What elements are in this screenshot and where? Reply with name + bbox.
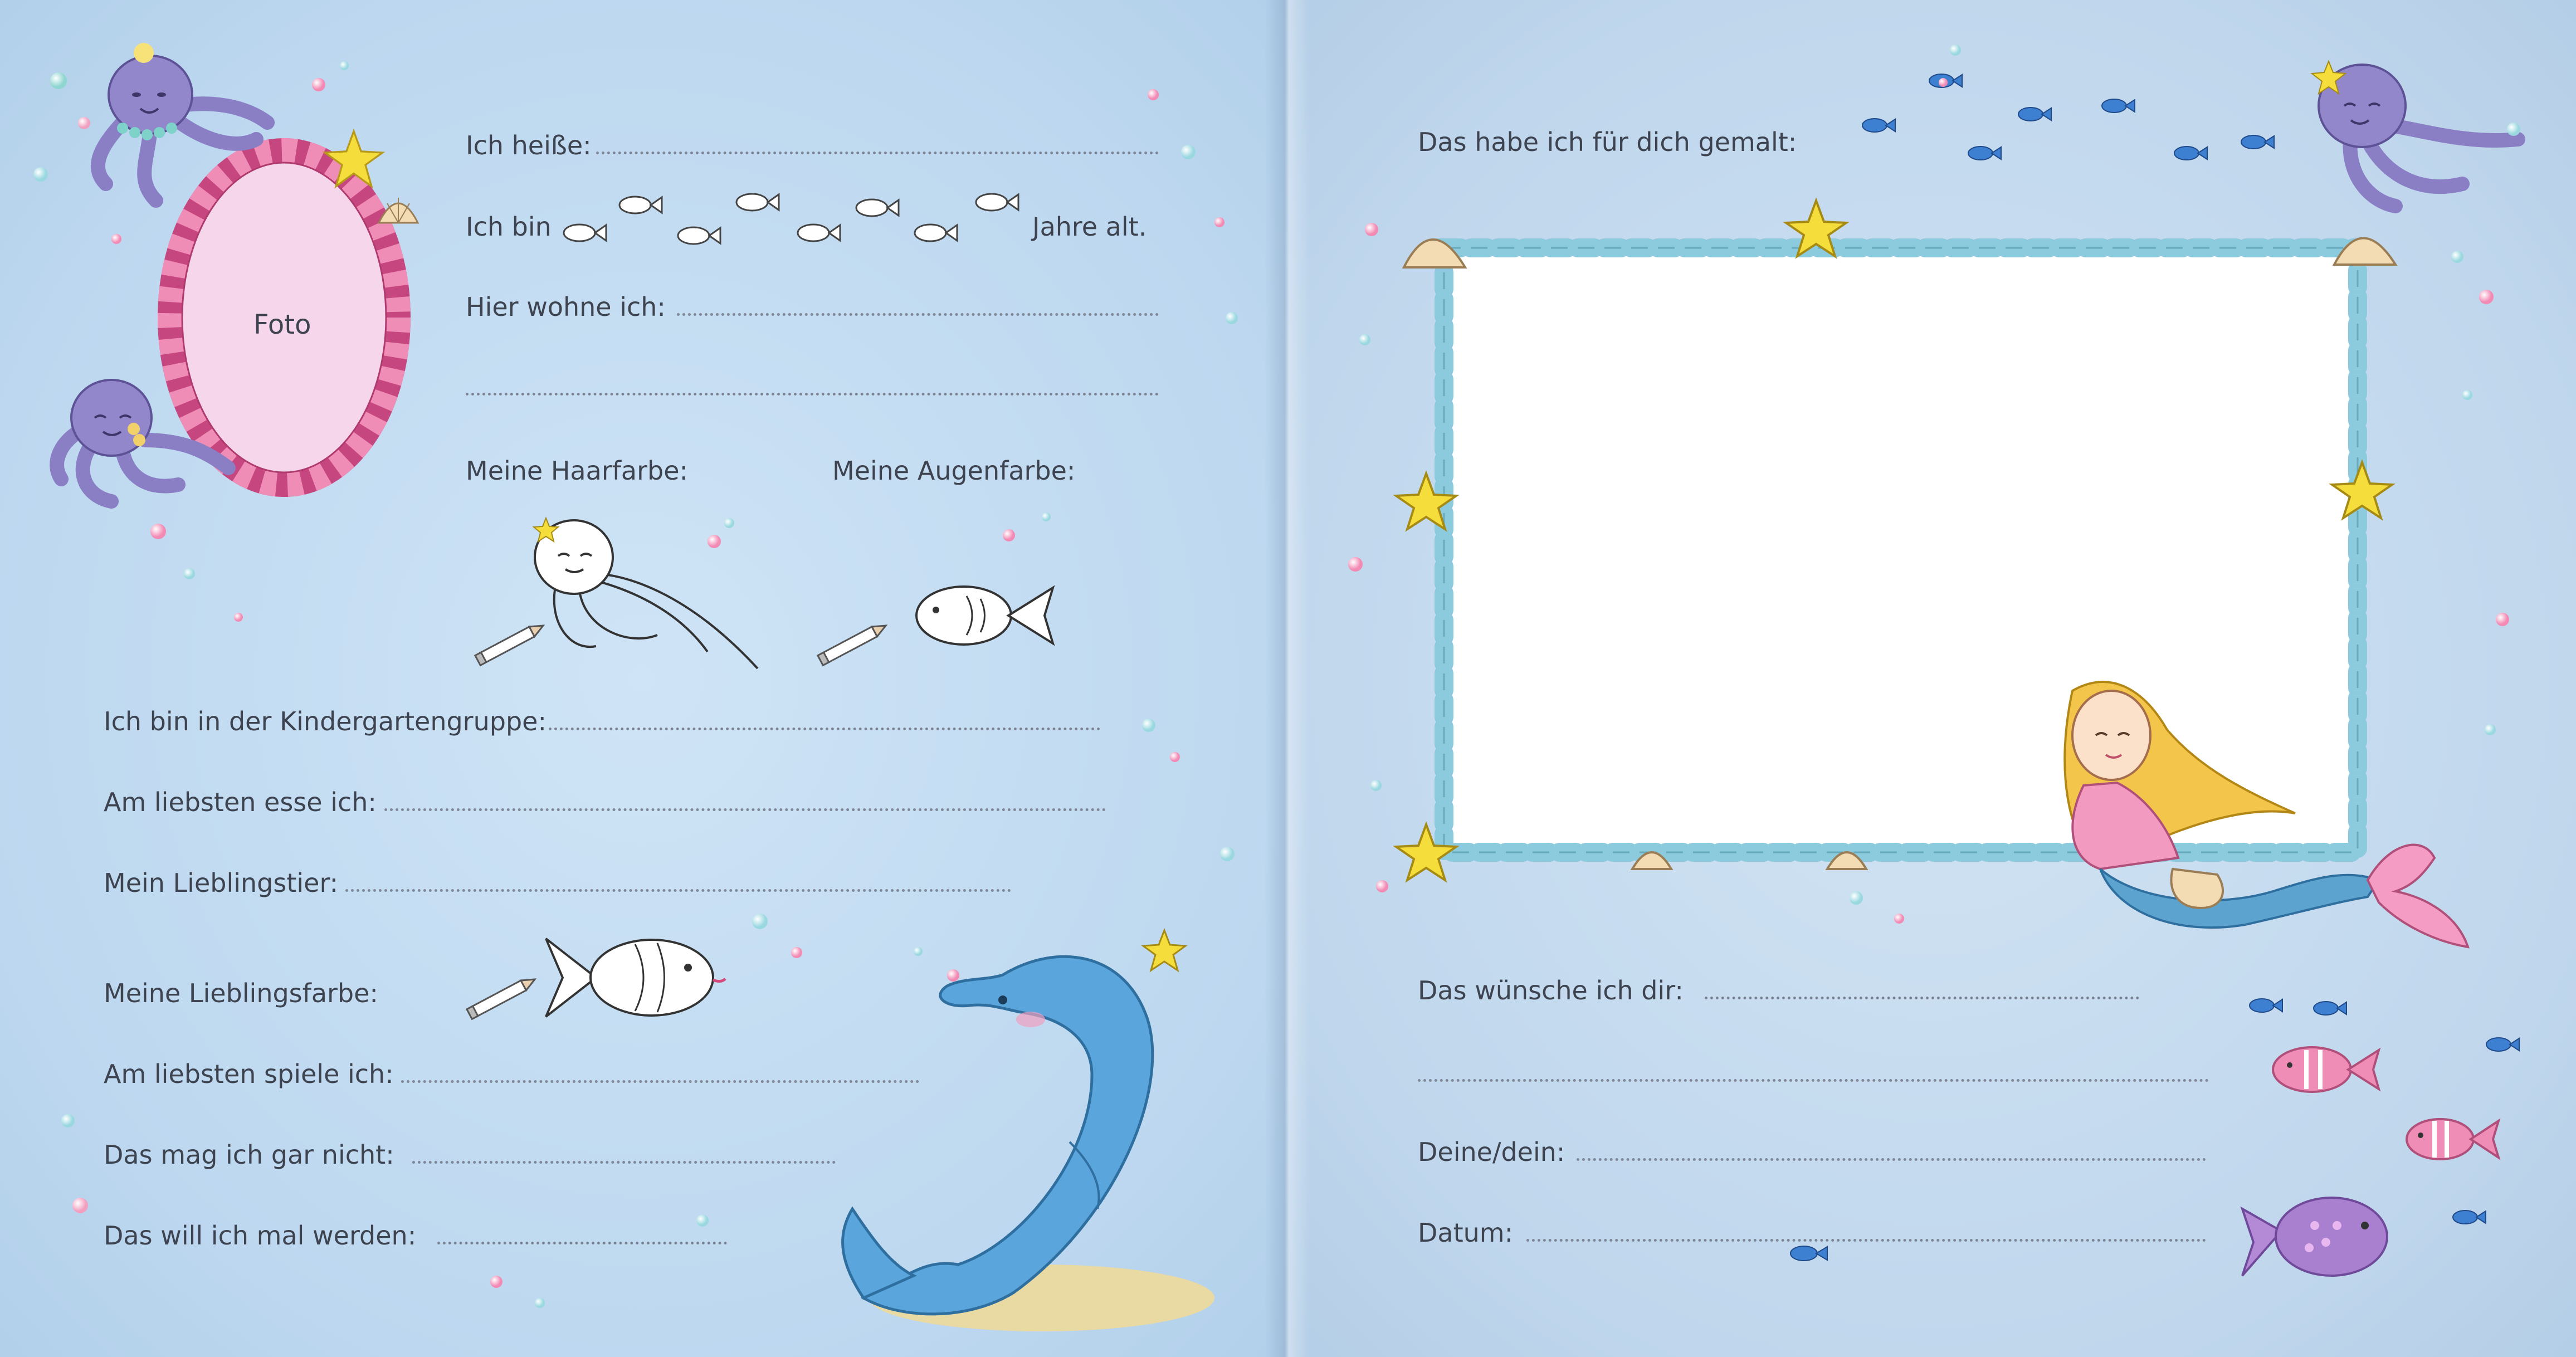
bubble-icon <box>1376 880 1388 892</box>
bubble-icon <box>490 1276 502 1288</box>
bubble-icon <box>2507 123 2520 136</box>
fish-icon <box>1788 1242 1833 1265</box>
bubble-icon <box>1226 312 1238 324</box>
bubble-icon <box>724 518 734 528</box>
career-line[interactable] <box>437 1242 727 1244</box>
bubble-icon <box>1359 334 1370 345</box>
age-suffix-label: Jahre alt. <box>1032 212 1147 242</box>
hair-color-label: Meine Haarfarbe: <box>466 456 689 486</box>
bubble-icon <box>1142 719 1155 732</box>
bubble-icon <box>1003 529 1015 541</box>
starfish-icon <box>323 128 384 189</box>
bubble-icon <box>150 524 166 539</box>
bubble-icon <box>1939 78 1948 87</box>
pencil-icon <box>471 621 549 666</box>
bubble-icon <box>2451 251 2463 263</box>
career-label: Das will ich mal werden: <box>104 1221 417 1251</box>
bubble-icon <box>791 947 802 958</box>
bubble-icon <box>1850 891 1863 905</box>
eye-color-label: Meine Augenfarbe: <box>832 456 1076 486</box>
dislike-line[interactable] <box>412 1161 836 1164</box>
wish-label: Das wünsche ich dir: <box>1418 975 1684 1005</box>
bubble-icon <box>535 1298 545 1308</box>
bubble-icon <box>1220 847 1235 861</box>
bubble-icon <box>184 568 195 579</box>
age-fish-row[interactable] <box>557 184 1036 256</box>
bubble-icon <box>234 613 243 622</box>
bubble-icon <box>2485 724 2496 735</box>
wish-line-2[interactable] <box>1418 1079 2209 1082</box>
date-line[interactable] <box>1526 1239 2206 1242</box>
favorite-animal-line[interactable] <box>345 889 1011 892</box>
bubble-icon <box>1042 512 1051 521</box>
bubble-icon <box>1365 223 1378 236</box>
photo-label: Foto <box>253 309 311 340</box>
bubble-icon <box>312 78 325 91</box>
bubble-icon <box>61 1114 75 1127</box>
bubble-icon <box>72 1198 88 1213</box>
shell-icon <box>376 189 421 228</box>
from-label: Deine/dein: <box>1418 1137 1565 1167</box>
from-line[interactable] <box>1577 1158 2206 1161</box>
bubble-icon <box>1370 780 1382 791</box>
bubble-icon <box>50 72 67 89</box>
bubble-icon <box>708 535 721 548</box>
name-label: Ich heiße: <box>466 130 592 160</box>
age-prefix-label: Ich bin <box>466 212 552 242</box>
bubble-icon <box>2462 390 2472 400</box>
pencil-icon <box>813 621 891 666</box>
bubble-icon <box>1214 217 1224 227</box>
wish-line-1[interactable] <box>1705 997 2139 999</box>
bubble-icon <box>1181 145 1196 159</box>
bubble-icon <box>2479 290 2494 304</box>
octopus-icon <box>67 33 279 212</box>
octopus-icon[interactable] <box>524 507 758 674</box>
address-line-1[interactable] <box>677 313 1159 316</box>
fish-school <box>1838 56 2340 189</box>
favorite-color-label: Meine Lieblingsfarbe: <box>104 978 378 1008</box>
bubble-icon <box>752 914 768 929</box>
bubble-icon <box>1348 557 1363 572</box>
fish-icon[interactable] <box>540 922 730 1033</box>
bubble-icon <box>696 1214 709 1227</box>
bubble-icon <box>914 947 923 956</box>
bubble-icon <box>1170 752 1180 762</box>
kindergarten-group-line[interactable] <box>549 728 1100 730</box>
date-label: Datum: <box>1418 1218 1514 1248</box>
favorite-food-line[interactable] <box>384 808 1106 811</box>
bubble-icon <box>111 234 121 244</box>
bubble-icon <box>78 117 90 129</box>
favorite-food-label: Am liebsten esse ich: <box>104 787 377 817</box>
dislike-label: Das mag ich gar nicht: <box>104 1140 394 1170</box>
favorite-animal-label: Mein Lieblingstier: <box>104 868 339 898</box>
bubble-icon <box>340 61 349 70</box>
pencil-icon <box>462 975 540 1019</box>
bubble-icon <box>1894 914 1904 924</box>
favorite-game-label: Am liebsten spiele ich: <box>104 1059 394 1089</box>
fish-icon[interactable] <box>914 574 1058 657</box>
bubble-icon <box>2496 613 2509 626</box>
bubble-icon <box>1148 89 1159 100</box>
drawing-label: Das habe ich für dich gemalt: <box>1418 127 1797 157</box>
dolphin-icon <box>780 908 1281 1354</box>
bubble-icon <box>947 969 959 982</box>
kindergarten-group-label: Ich bin in der Kindergartengruppe: <box>104 706 547 736</box>
bubble-icon <box>1950 45 1961 56</box>
mermaid-icon <box>2033 657 2512 1014</box>
address-line-2[interactable] <box>466 393 1159 396</box>
name-line[interactable] <box>596 152 1159 154</box>
bubble-icon <box>33 167 48 182</box>
octopus-icon <box>50 368 251 535</box>
address-label: Hier wohne ich: <box>466 292 666 322</box>
fish-school <box>2240 986 2551 1309</box>
